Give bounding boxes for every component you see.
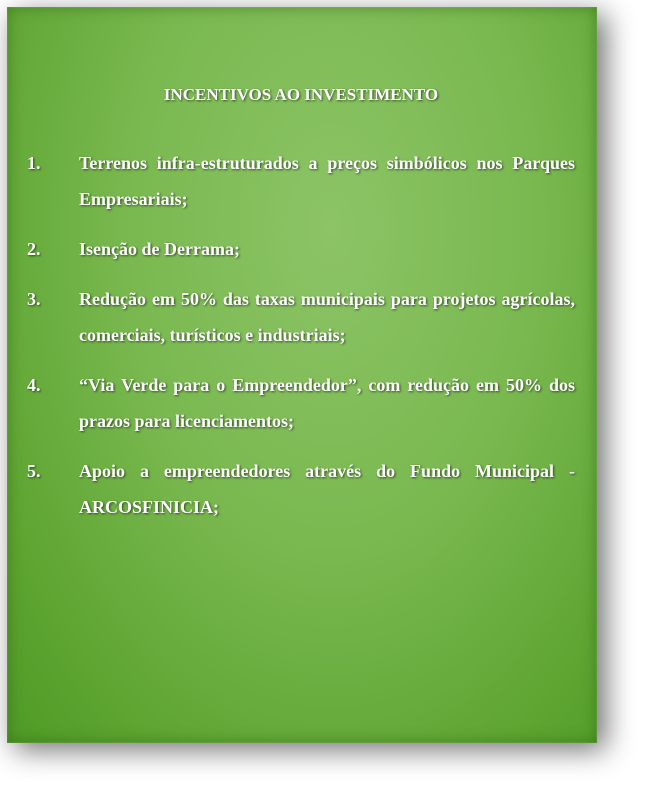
list-item-3: [27, 281, 575, 353]
list-item-number: 4.: [27, 375, 41, 395]
list-item-text: “Via Verde para o Empreendedor”, com redução em 50% dos prazos para licenciamentos;: [79, 375, 575, 431]
list-item-2: [27, 231, 575, 267]
list-item-number: 1.: [27, 153, 41, 173]
list-item-number: 2.: [27, 239, 41, 259]
list-item-text: Isenção de Derrama;: [79, 239, 240, 259]
list-item-text: Redução em 50% das taxas municipais para projetos agrícolas, comerciais, turísticos e industriais;: [79, 289, 575, 345]
list-item-1: [27, 145, 575, 217]
list-item-number: 3.: [27, 289, 41, 309]
list-item-number: 5.: [27, 461, 41, 481]
incentives-panel: [7, 7, 597, 743]
list-item-text: Terrenos infra-estruturados a preços simbólicos nos Parques Empresariais;: [79, 153, 575, 209]
list-item-4: [27, 367, 575, 439]
incentives-list: [27, 145, 575, 525]
list-item-5: [27, 453, 575, 525]
panel-title: INCENTIVOS AO INVESTIMENTO: [163, 85, 439, 104]
list-item-text: Apoio a empreendedores através do Fundo Municipal - ARCOSFINICIA;: [79, 461, 575, 517]
